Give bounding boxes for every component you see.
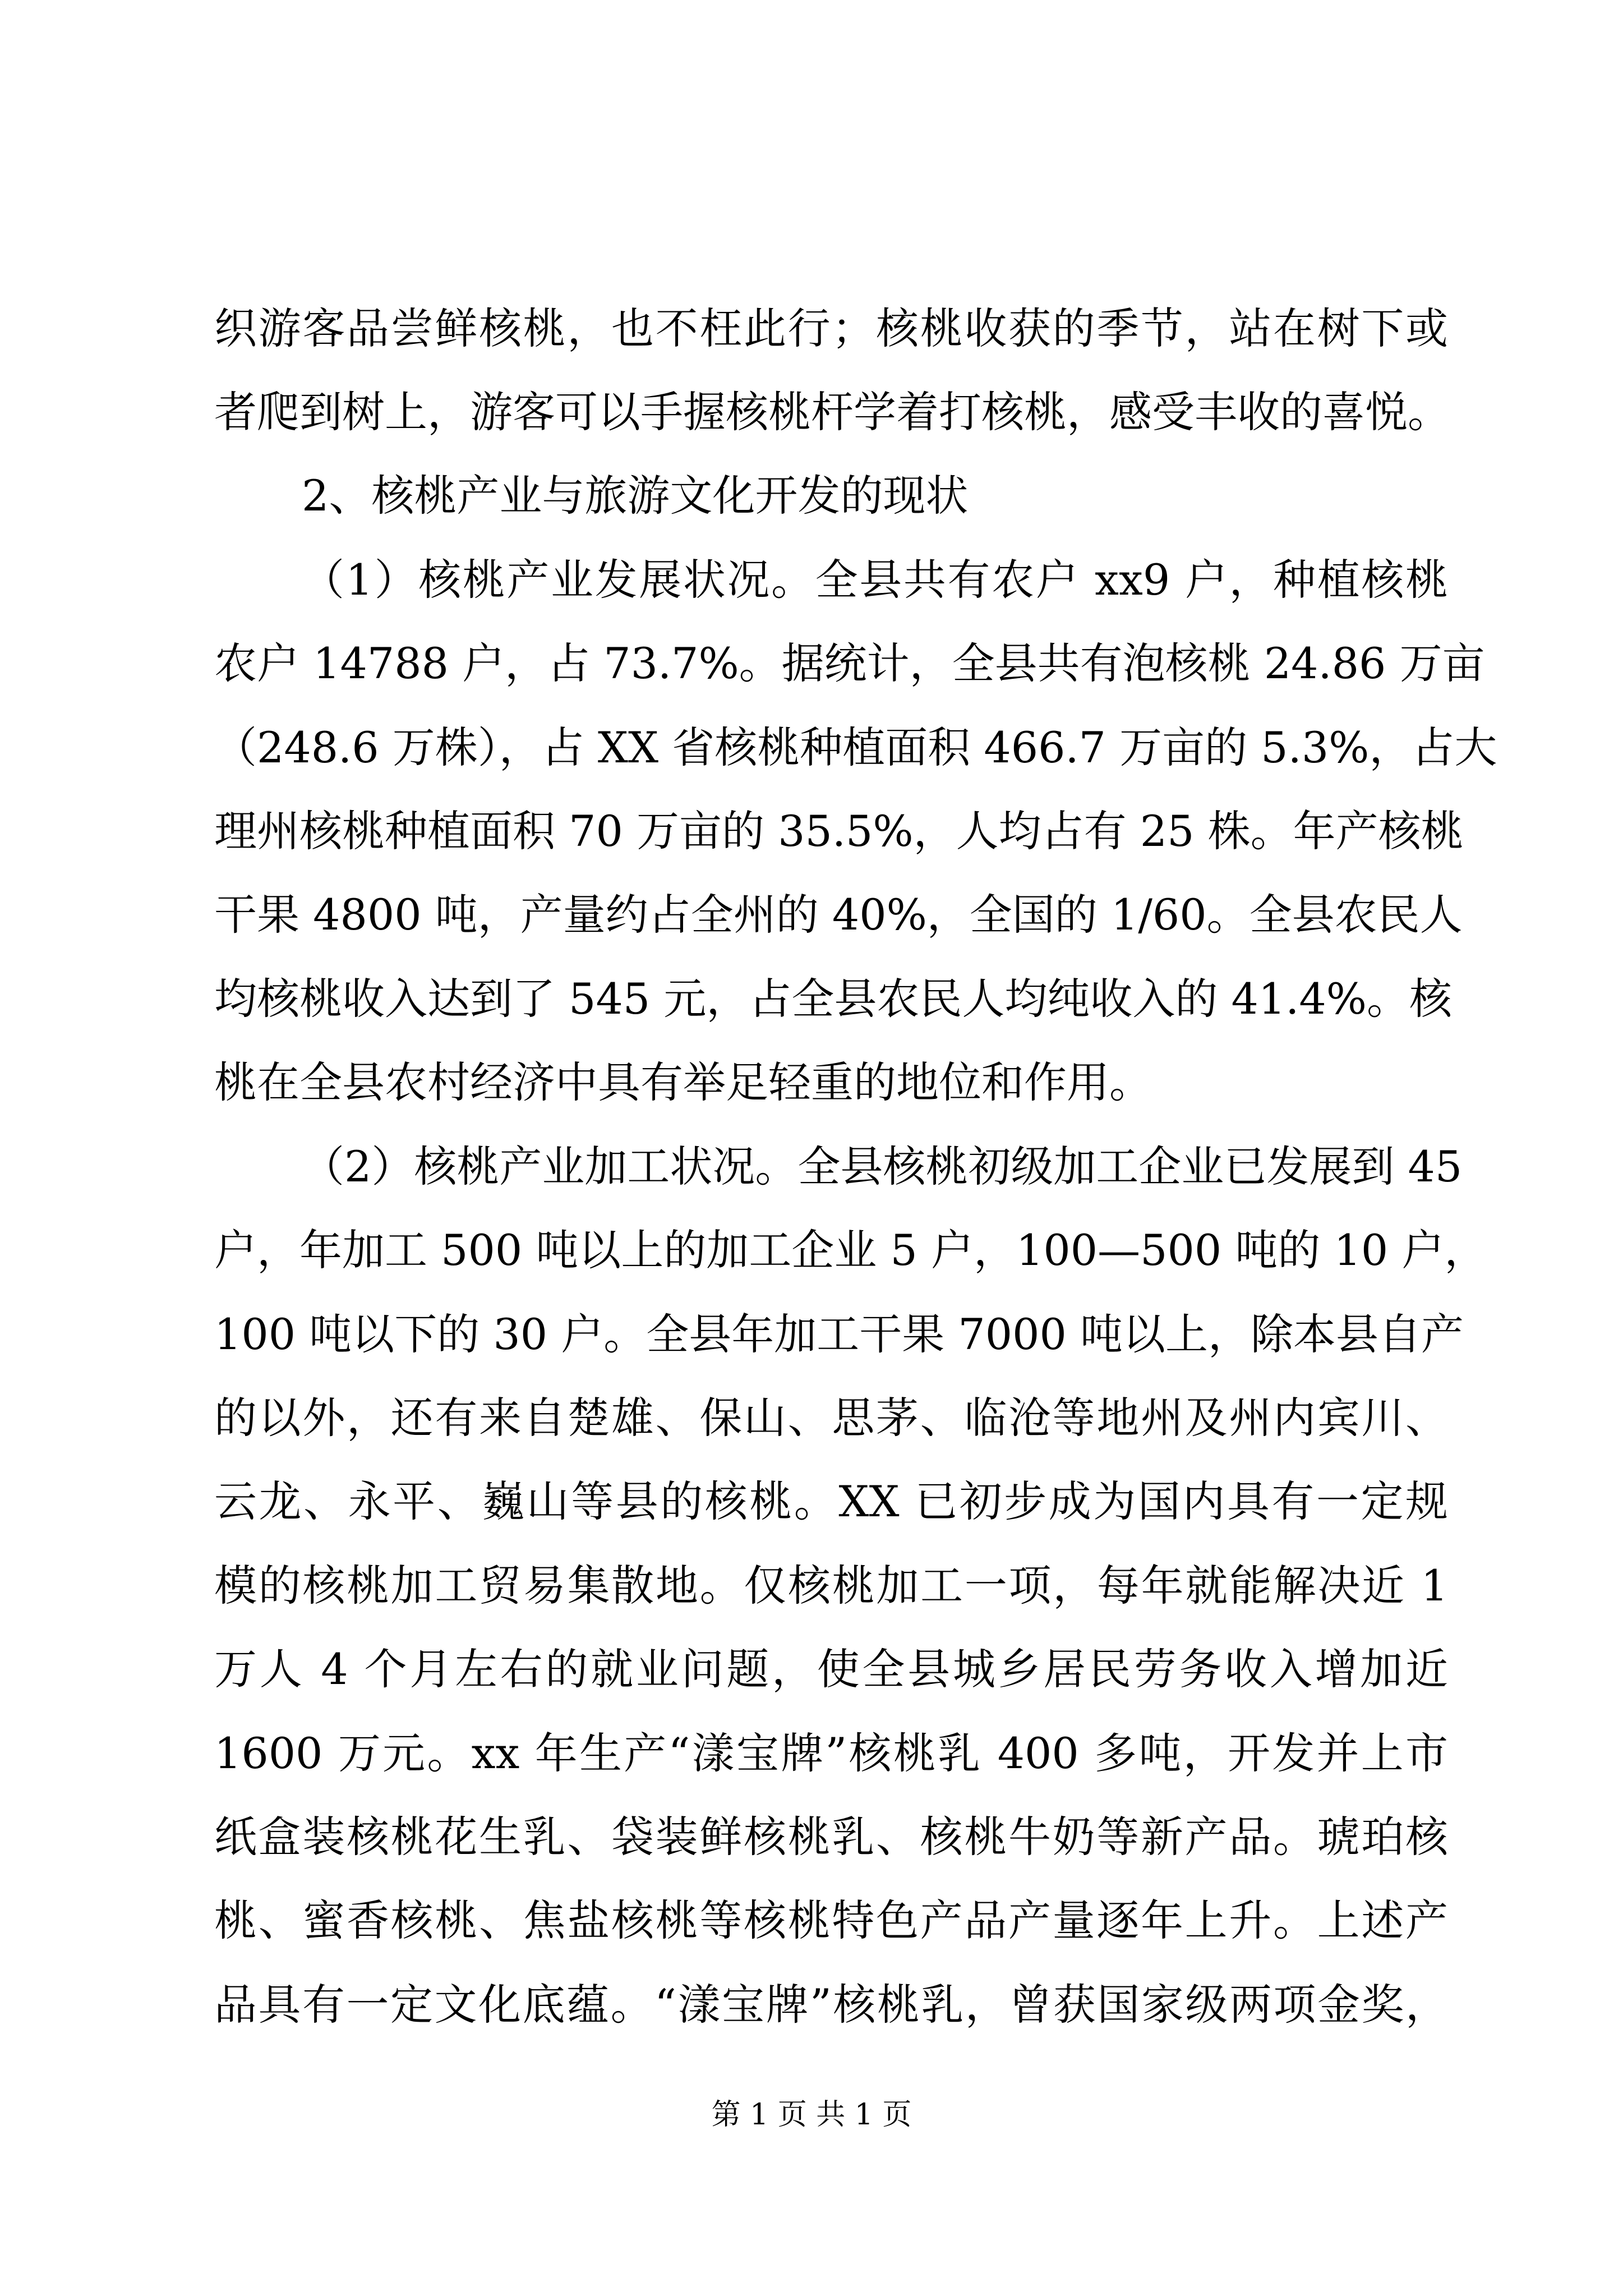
text-line: 模的核桃加工贸易集散地。仅核桃加工一项，每年就能解决近 1 <box>214 1561 1448 1611</box>
text-line: 1600 万元。xx 年生产“漾宝牌”核桃乳 400 多吨，开发并上市 <box>214 1728 1448 1778</box>
text-line: 万人 4 个月左右的就业问题，使全县城乡居民劳务收入增加近 <box>214 1644 1448 1694</box>
text-line: 农户 14788 户，占 73.7%。据统计，全县共有泡核桃 24.86 万亩 <box>214 638 1485 688</box>
text-line: 100 吨以下的 30 户。全县年加工干果 7000 吨以上，除本县自产 <box>214 1309 1464 1359</box>
text-line: 桃在全县农村经济中具有举足轻重的地位和作用。 <box>214 1057 1152 1107</box>
text-line: 者爬到树上，游客可以手握核桃杆学着打核桃，感受丰收的喜悦。 <box>214 387 1450 437</box>
text-line: 干果 4800 吨，产量约占全州的 40%，全国的 1/60。全县农民人 <box>214 890 1463 940</box>
section-heading: 2、核桃产业与旅游文化开发的现状 <box>302 471 969 521</box>
text-line: 云龙、永平、巍山等县的核桃。XX 已初步成为国内具有一定规 <box>214 1476 1448 1526</box>
text-line: 理州核桃种植面积 70 万亩的 35.5%，人均占有 25 株。年产核桃 <box>214 806 1464 856</box>
text-line: 织游客品尝鲜核桃，也不枉此行；核桃收获的季节，站在树下或 <box>214 303 1448 353</box>
text-line: 均核桃收入达到了 545 元，占全县农民人均纯收入的 41.4%。核 <box>214 974 1452 1024</box>
text-line: 品具有一定文化底蕴。“漾宝牌”核桃乳，曾获国家级两项金奖， <box>214 1980 1448 2030</box>
text-line: 桃、蜜香核桃、焦盐核桃等核桃特色产品产量逐年上升。上述产 <box>214 1895 1448 1945</box>
text-line: 纸盒装核桃花生乳、袋装鲜核桃乳、核桃牛奶等新产品。琥珀核 <box>214 1812 1448 1862</box>
page-footer: 第 1 页 共 1 页 <box>711 2098 912 2132</box>
paragraph-first-line: （2）核桃产业加工状况。全县核桃初级加工企业已发展到 45 <box>302 1142 1463 1191</box>
text-line: 户，年加工 500 吨以上的加工企业 5 户，100—500 吨的 10 户， <box>214 1225 1487 1275</box>
text-line: 的以外，还有来自楚雄、保山、思茅、临沧等地州及州内宾川、 <box>214 1393 1448 1443</box>
text-line: （248.6 万株），占 XX 省核桃种植面积 466.7 万亩的 5.3%，占大 <box>214 723 1497 772</box>
paragraph-first-line: （1）核桃产业发展状况。全县共有农户 xx9 户，种植核桃 <box>302 555 1448 605</box>
